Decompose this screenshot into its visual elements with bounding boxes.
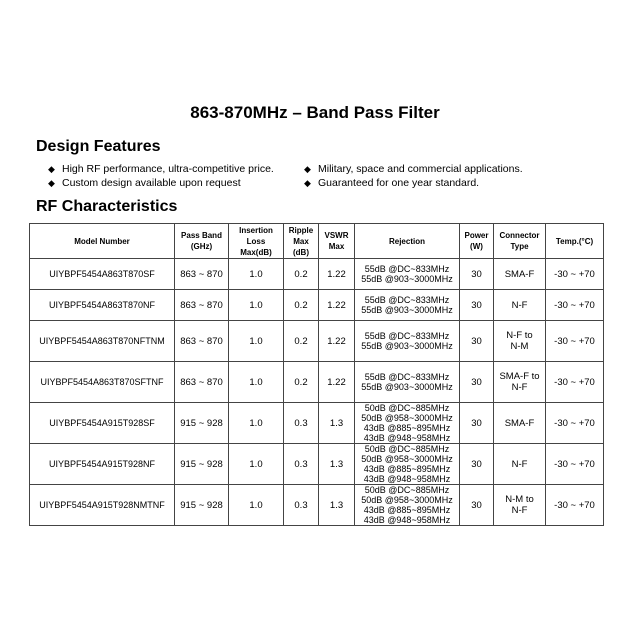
table-row <box>30 403 604 444</box>
insertion-loss-cell: 1.0 <box>229 362 284 403</box>
pass-band-cell: 863 ~ 870 <box>175 259 229 290</box>
model-cell: UIYBPF5454A863T870NF <box>30 290 175 321</box>
ripple-cell: 0.2 <box>284 321 319 362</box>
column-header: Rejection <box>355 224 460 259</box>
connector-cell: SMA-F to N-F <box>494 362 546 403</box>
rejection-cell: 55dB @DC~833MHz 55dB @903~3000MHz <box>355 362 460 403</box>
insertion-loss-cell: 1.0 <box>229 444 284 485</box>
feature-item: ◆ Custom design available upon request <box>48 177 241 189</box>
model-cell: UIYBPF5454A915T928NF <box>30 444 175 485</box>
model-cell: UIYBPF5454A915T928NMTNF <box>30 485 175 526</box>
table-row <box>30 259 604 290</box>
diamond-bullet-icon: ◆ <box>48 178 55 188</box>
ripple-cell: 0.2 <box>284 290 319 321</box>
ripple-cell: 0.3 <box>284 444 319 485</box>
model-cell: UIYBPF5454A915T928SF <box>30 403 175 444</box>
vswr-cell: 1.22 <box>319 362 355 403</box>
ripple-cell: 0.2 <box>284 259 319 290</box>
temp-cell: -30 ~ +70 <box>546 444 604 485</box>
vswr-cell: 1.3 <box>319 403 355 444</box>
power-cell: 30 <box>460 485 494 526</box>
insertion-loss-cell: 1.0 <box>229 321 284 362</box>
connector-cell: N-F <box>494 444 546 485</box>
feature-item: ◆ High RF performance, ultra-competitive price. <box>48 163 274 175</box>
temp-cell: -30 ~ +70 <box>546 403 604 444</box>
rejection-cell: 50dB @DC~885MHz 50dB @958~3000MHz 43dB @885~895MHz 43dB @948~958MHz <box>355 444 460 485</box>
table-row <box>30 485 604 526</box>
pass-band-cell: 863 ~ 870 <box>175 321 229 362</box>
column-header: Insertion Loss Max(dB) <box>229 224 284 259</box>
vswr-cell: 1.22 <box>319 259 355 290</box>
temp-cell: -30 ~ +70 <box>546 321 604 362</box>
vswr-cell: 1.3 <box>319 444 355 485</box>
column-header: Power (W) <box>460 224 494 259</box>
insertion-loss-cell: 1.0 <box>229 290 284 321</box>
vswr-cell: 1.3 <box>319 485 355 526</box>
pass-band-cell: 915 ~ 928 <box>175 485 229 526</box>
temp-cell: -30 ~ +70 <box>546 259 604 290</box>
power-cell: 30 <box>460 444 494 485</box>
temp-cell: -30 ~ +70 <box>546 362 604 403</box>
connector-cell: SMA-F <box>494 403 546 444</box>
table-row <box>30 321 604 362</box>
ripple-cell: 0.2 <box>284 362 319 403</box>
power-cell: 30 <box>460 259 494 290</box>
column-header: Connector Type <box>494 224 546 259</box>
power-cell: 30 <box>460 362 494 403</box>
ripple-cell: 0.3 <box>284 403 319 444</box>
page-title: 863-870MHz – Band Pass Filter <box>190 103 440 122</box>
pass-band-cell: 863 ~ 870 <box>175 290 229 321</box>
column-header: Pass Band (GHz) <box>175 224 229 259</box>
insertion-loss-cell: 1.0 <box>229 485 284 526</box>
table-row <box>30 290 604 321</box>
column-header: Model Number <box>30 224 175 259</box>
table-row <box>30 362 604 403</box>
vswr-cell: 1.22 <box>319 290 355 321</box>
diamond-bullet-icon: ◆ <box>304 164 311 174</box>
ripple-cell: 0.3 <box>284 485 319 526</box>
temp-cell: -30 ~ +70 <box>546 290 604 321</box>
connector-cell: N-F <box>494 290 546 321</box>
rejection-cell: 55dB @DC~833MHz 55dB @903~3000MHz <box>355 321 460 362</box>
power-cell: 30 <box>460 403 494 444</box>
model-cell: UIYBPF5454A863T870NFTNM <box>30 321 175 362</box>
column-header: VSWR Max <box>319 224 355 259</box>
pass-band-cell: 863 ~ 870 <box>175 362 229 403</box>
column-header: Ripple Max (dB) <box>284 224 319 259</box>
table-header-row <box>30 224 604 259</box>
pass-band-cell: 915 ~ 928 <box>175 403 229 444</box>
rejection-cell: 55dB @DC~833MHz 55dB @903~3000MHz <box>355 290 460 321</box>
pass-band-cell: 915 ~ 928 <box>175 444 229 485</box>
design-features-heading: Design Features <box>36 138 161 155</box>
rf-characteristics-heading: RF Characteristics <box>36 198 178 215</box>
temp-cell: -30 ~ +70 <box>546 485 604 526</box>
insertion-loss-cell: 1.0 <box>229 259 284 290</box>
connector-cell: SMA-F <box>494 259 546 290</box>
power-cell: 30 <box>460 321 494 362</box>
rejection-cell: 50dB @DC~885MHz 50dB @958~3000MHz 43dB @885~895MHz 43dB @948~958MHz <box>355 485 460 526</box>
model-cell: UIYBPF5454A863T870SF <box>30 259 175 290</box>
diamond-bullet-icon: ◆ <box>48 164 55 174</box>
rf-characteristics-table <box>29 223 604 526</box>
table-row <box>30 444 604 485</box>
model-cell: UIYBPF5454A863T870SFTNF <box>30 362 175 403</box>
insertion-loss-cell: 1.0 <box>229 403 284 444</box>
power-cell: 30 <box>460 290 494 321</box>
rejection-cell: 55dB @DC~833MHz 55dB @903~3000MHz <box>355 259 460 290</box>
diamond-bullet-icon: ◆ <box>304 178 311 188</box>
feature-item: ◆ Military, space and commercial applications. <box>304 163 523 175</box>
feature-item: ◆ Guaranteed for one year standard. <box>304 177 480 189</box>
vswr-cell: 1.22 <box>319 321 355 362</box>
connector-cell: N-M to N-F <box>494 485 546 526</box>
rejection-cell: 50dB @DC~885MHz 50dB @958~3000MHz 43dB @885~895MHz 43dB @948~958MHz <box>355 403 460 444</box>
column-header: Temp.(°C) <box>546 224 604 259</box>
connector-cell: N-F to N-M <box>494 321 546 362</box>
